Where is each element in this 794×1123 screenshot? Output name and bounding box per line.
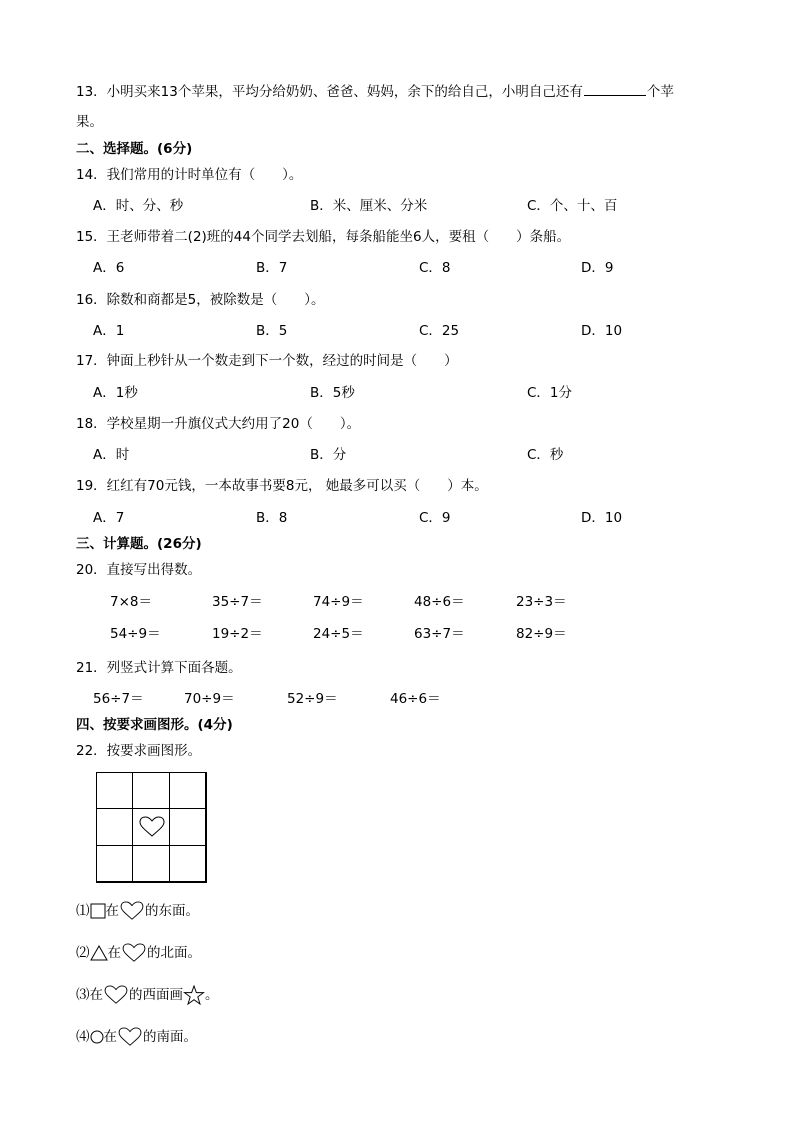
- star-icon: [183, 985, 205, 1005]
- heart-icon: [117, 1027, 143, 1047]
- q20-item: 23÷3＝: [516, 594, 567, 610]
- q15-option-c[interactable]: C．8: [419, 260, 451, 276]
- heart-icon: [103, 985, 129, 1005]
- grid-cell[interactable]: [169, 772, 206, 809]
- q18-option-a[interactable]: A．时: [93, 447, 130, 463]
- direction-grid: [96, 772, 207, 883]
- q15-option-a[interactable]: A．6: [93, 260, 125, 276]
- q14-option-c[interactable]: C．个、十、百: [527, 198, 618, 214]
- q15-option-d[interactable]: D．9: [581, 260, 614, 276]
- q13-line1: [76, 83, 674, 101]
- q14-stem: 14．我们常用的计时单位有（ ）。: [76, 167, 303, 183]
- grid-cell[interactable]: [132, 772, 169, 809]
- q18-option-b[interactable]: B．分: [310, 447, 347, 463]
- grid-cell-center: [132, 808, 169, 845]
- q20-item: 74÷9＝: [313, 594, 364, 610]
- q14-option-b[interactable]: B．米、厘米、分米: [310, 198, 428, 214]
- triangle-icon: [90, 945, 108, 961]
- q20-stem: 20．直接写出得数。: [76, 562, 202, 578]
- q22-sub-3: ⑶在 的西面画 。: [76, 987, 219, 1003]
- q18-stem: 18．学校星期一升旗仪式大约用了20（ ）。: [76, 416, 361, 432]
- q20-item: 82÷9＝: [516, 626, 567, 642]
- grid-cell[interactable]: [132, 845, 169, 882]
- q19-option-b[interactable]: B．8: [256, 510, 288, 526]
- q20-item: 7×8＝: [110, 594, 152, 610]
- q16-option-b[interactable]: B．5: [256, 323, 288, 339]
- q16-stem: 16．除数和商都是5，被除数是（ ）。: [76, 292, 325, 308]
- heart-icon: [119, 901, 145, 921]
- q13-line2: 果。: [76, 114, 103, 130]
- q21-item: 46÷6＝: [390, 691, 441, 707]
- grid-cell[interactable]: [96, 808, 133, 845]
- grid-cell[interactable]: [169, 845, 206, 882]
- q19-stem: 19．红红有70元钱，一本故事书要8元， 她最多可以买（ ）本。: [76, 478, 488, 494]
- square-icon: [90, 903, 106, 919]
- q20-item: 35÷7＝: [212, 594, 263, 610]
- q19-option-a[interactable]: A．7: [93, 510, 125, 526]
- q17-option-a[interactable]: A．1秒: [93, 385, 138, 401]
- heart-icon: [121, 943, 147, 963]
- section-2-title: 二、选择题。(6分): [76, 141, 193, 157]
- section-3-title: 三、计算题。(26分): [76, 536, 202, 552]
- grid-cell[interactable]: [96, 772, 133, 809]
- q13-answer-blank[interactable]: [584, 83, 646, 96]
- q22-stem: 22．按要求画图形。: [76, 743, 202, 759]
- q22-sub-2: ⑵ 在 的北面。: [76, 945, 201, 961]
- q13-text: 13．小明买来13个苹果，平均分给奶奶、爸爸、妈妈，余下的给自己，小明自己还有: [76, 84, 583, 100]
- grid-cell[interactable]: [169, 808, 206, 845]
- q20-item: 63÷7＝: [414, 626, 465, 642]
- heart-icon: [139, 816, 165, 838]
- q13-text-end: 个苹: [646, 84, 674, 100]
- q20-item: 54÷9＝: [110, 626, 161, 642]
- q17-option-b[interactable]: B．5秒: [310, 385, 355, 401]
- circle-icon: [90, 1030, 104, 1044]
- q20-item: 24÷5＝: [313, 626, 364, 642]
- q21-item: 52÷9＝: [287, 691, 338, 707]
- q17-stem: 17．钟面上秒针从一个数走到下一个数，经过的时间是（ ）: [76, 353, 458, 369]
- q16-option-a[interactable]: A．1: [93, 323, 125, 339]
- q20-item: 48÷6＝: [414, 594, 465, 610]
- grid-cell[interactable]: [96, 845, 133, 882]
- q19-option-d[interactable]: D．10: [581, 510, 623, 526]
- q16-option-d[interactable]: D．10: [581, 323, 623, 339]
- q21-item: 56÷7＝: [93, 691, 144, 707]
- q17-option-c[interactable]: C．1分: [527, 385, 573, 401]
- q21-item: 70÷9＝: [184, 691, 235, 707]
- section-4-title: 四、按要求画图形。(4分): [76, 717, 233, 733]
- q15-option-b[interactable]: B．7: [256, 260, 288, 276]
- q19-option-c[interactable]: C．9: [419, 510, 451, 526]
- q16-option-c[interactable]: C．25: [419, 323, 460, 339]
- q22-sub-4: ⑷ 在 的南面。: [76, 1029, 197, 1045]
- q15-stem: 15．王老师带着二(2)班的44个同学去划船，每条船能坐6人，要租（ ）条船。: [76, 229, 571, 245]
- q21-stem: 21．列竖式计算下面各题。: [76, 660, 242, 676]
- q22-sub-1: ⑴ 在 的东面。: [76, 903, 199, 919]
- q20-item: 19÷2＝: [212, 626, 263, 642]
- q14-option-a[interactable]: A．时、分、秒: [93, 198, 184, 214]
- q18-option-c[interactable]: C．秒: [527, 447, 564, 463]
